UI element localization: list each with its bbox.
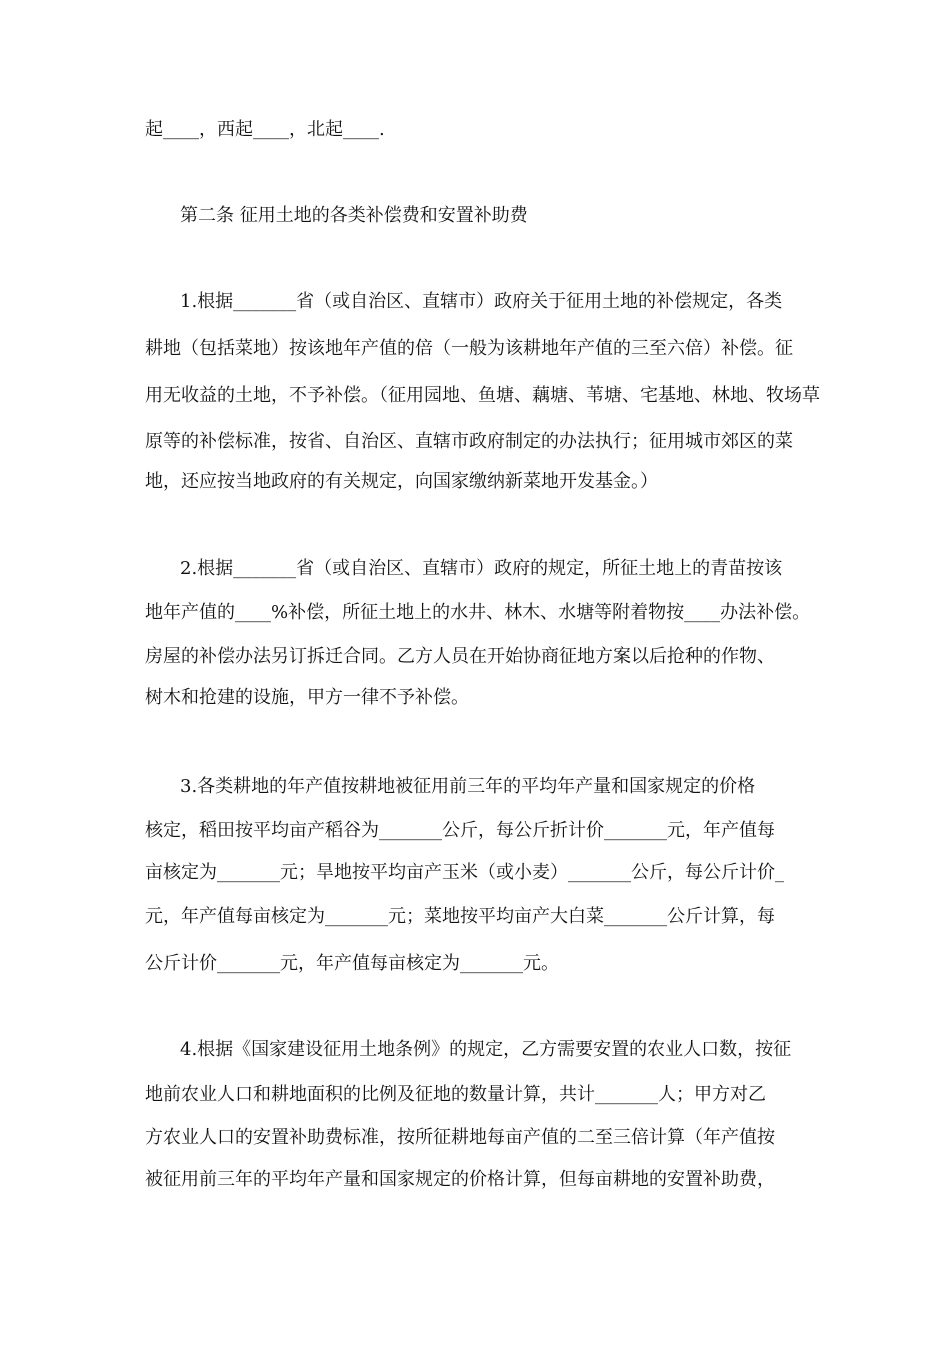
paragraph-2-line-1: 2.根据_______省（或自治区、直辖市）政府的规定，所征土地上的青苗按该 (180, 558, 783, 579)
paragraph-1-line-5: 地，还应按当地政府的有关规定，向国家缴纳新菜地开发基金。） (145, 471, 658, 492)
article-heading: 第二条 征用土地的各类补偿费和安置补助费 (180, 205, 528, 226)
paragraph-2-line-4: 树木和抢建的设施，甲方一律不予补偿。 (145, 687, 469, 708)
paragraph-1-line-4: 原等的补偿标准，按省、自治区、直辖市政府制定的办法执行；征用城市郊区的菜 (145, 431, 793, 452)
paragraph-1-line-3: 用无收益的土地，不予补偿。（征用园地、鱼塘、藕塘、苇塘、宅基地、林地、牧场草 (145, 385, 820, 406)
paragraph-0-line-1: 起____，西起____，北起____. (145, 119, 385, 140)
paragraph-4-line-1: 4.根据《国家建设征用土地条例》的规定，乙方需要安置的农业人口数，按征 (180, 1039, 792, 1060)
paragraph-4-line-4: 被征用前三年的平均年产量和国家规定的价格计算，但每亩耕地的安置补助费， (145, 1169, 775, 1190)
paragraph-3-line-1: 3.各类耕地的年产值按耕地被征用前三年的平均年产量和国家规定的价格 (180, 776, 756, 797)
paragraph-2-line-2: 地年产值的____%补偿，所征土地上的水井、林木、水塘等附着物按____办法补偿。 (145, 602, 811, 623)
paragraph-3-line-4: 元，年产值每亩核定为_______元；菜地按平均亩产大白菜_______公斤计算，每 (145, 906, 775, 927)
paragraph-2-line-3: 房屋的补偿办法另订拆迁合同。乙方人员在开始协商征地方案以后抢种的作物、 (145, 646, 775, 667)
paragraph-4-line-2: 地前农业人口和耕地面积的比例及征地的数量计算，共计_______人；甲方对乙 (145, 1084, 766, 1105)
paragraph-3-line-2: 核定，稻田按平均亩产稻谷为_______公斤，每公斤折计价_______元，年产值每 (145, 820, 775, 841)
paragraph-1-line-2: 耕地（包括菜地）按该地年产值的倍（一般为该耕地年产值的三至六倍）补偿。征 (145, 338, 793, 359)
paragraph-4-line-3: 方农业人口的安置补助费标准，按所征耕地每亩产值的二至三倍计算（年产值按 (145, 1127, 775, 1148)
paragraph-3-line-3: 亩核定为_______元；旱地按平均亩产玉米（或小麦）_______公斤，每公斤计价_ (145, 862, 784, 883)
paragraph-3-line-5: 公斤计价_______元，年产值每亩核定为_______元。 (145, 953, 559, 974)
paragraph-1-line-1: 1.根据_______省（或自治区、直辖市）政府关于征用土地的补偿规定，各类 (180, 291, 783, 312)
